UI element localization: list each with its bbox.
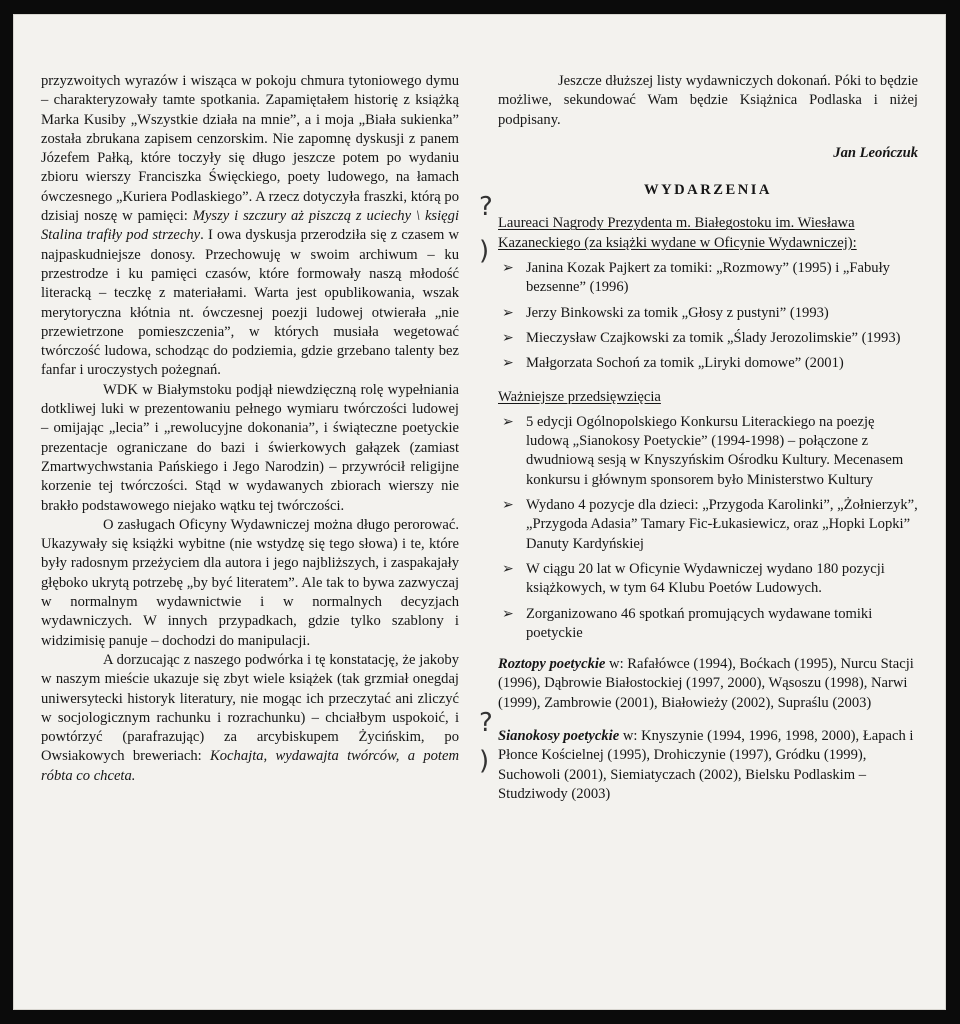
list-item: ➢ Mieczysław Czajkowski za tomik „Ślady Jerozolimskie” (1993) <box>498 329 918 348</box>
closing-paragraph: Jeszcze dłuższej listy wydawniczych dokonań. Póki to będzie możliwe, sekundować Wam będzie Książnica Podlaska i niżej podpisany. <box>498 73 918 128</box>
laureates-heading: Laureaci Nagrody Prezydenta m. Białegostoku im. Wiesława Kazaneckiego (za książki wydane w Oficynie Wydawniczej): <box>498 215 857 251</box>
arrow-bullet-icon: ➢ <box>502 330 514 346</box>
arrow-bullet-icon: ➢ <box>502 261 514 277</box>
list-item: ➢ W ciągu 20 lat w Oficynie Wydawniczej wydano 180 pozycji książkowych, w tym 64 Klubu Poetów Ludowych. <box>502 560 885 597</box>
quoted-fraszka: Myszy i szczury aż piszczą z uciechy \ księgi Stalina trafiły pod strzechy <box>41 208 459 244</box>
margin-mark-bottom-icon: ? <box>479 708 493 738</box>
laureates-list <box>498 259 918 373</box>
arrow-bullet-icon: ➢ <box>502 305 514 321</box>
roztopy-label: Roztopy poetyckie <box>498 656 606 673</box>
paragraph-3: O zasługach Oficyny Wydawniczej można długo perorować. Ukazywały się książki wybitne (nie wstydzę się tego słowa) i te, które były radosnym przeżyciem dla autora i jego najbliższych, i zaspakajały głęboko ukrytą potrzebę „by być literatem”. Ale tak to bywa zazwyczaj w normalnym wydawnictwie i w normalnych decyzjach wydawniczych. W innych przypadkach, gdzie tylko szablony i widzimisię panuje – dochodzi do manipulacji. <box>41 516 459 649</box>
sianokosy-paragraph: Sianokosy poetyckie w: Knyszynie (1994, 1996, 1998, 2000), Łapach i Płonce Kościelnej (1995), Drohiczynie (1997), Gródku (1999), Suchowoli (2001), Siemiatyczach (2002), Bielsku Podlaskim – Studziwody (2003) <box>498 728 914 802</box>
list-item: ➢ Jerzy Binkowski za tomik „Głosy z pustyni” (1993) <box>498 304 918 323</box>
arrow-bullet-icon: ➢ <box>502 606 514 622</box>
sianokosy-label: Sianokosy poetyckie <box>498 728 620 745</box>
document-page <box>13 14 946 1010</box>
list-item: ➢ Zorganizowano 46 spotkań promujących wydawane tomiki poetyckie <box>502 605 873 641</box>
arrow-bullet-icon: ➢ <box>502 498 514 514</box>
left-column <box>41 72 459 786</box>
right-column <box>498 72 918 804</box>
list-item: ➢ 5 edycji Ogólnopolskiego Konkursu Literackiego na poezję ludową „Sianokosy Poetyckie” (1994-1998) – połączone z dwudniową sesją w Knyszyńskim Ośrodku Kultury. Mecenasem konkursu i głównym sponsorem było Ministerstwo Kultury <box>502 413 904 488</box>
paragraph-4: A dorzucając z naszego podwórka i tę konstatację, że jakoby w naszym mieście ukazuje się zbyt wiele książek (tak grzmiał onegdaj uniwersytecki historyk literatury, nie mogąc ich przeczytać ani zliczyć w socjologicznym rachunku i rozrachunku) – chciałbym uspokoić, i powtórzyć (parafrazując) za arcybiskupem Życińskim, po Owsiakowych breweriach: Kochajta, wydawajta twórców, a potem róbta co chceta. <box>41 651 459 784</box>
list-item: ➢ Małgorzata Sochoń za tomik „Liryki domowe” (2001) <box>498 354 918 373</box>
roztopy-paragraph: Roztopy poetyckie w: Rafałówce (1994), Boćkach (1995), Nurcu Stacji (1996), Dąbrowie Białostockiej (1997, 2000), Wąsoszu (1998), Narwi (1999), Zambrowie (2001), Białowieży (2002), Supraślu (2003) <box>498 656 914 711</box>
margin-mark-top-icon: ? <box>479 192 493 222</box>
paragraph-2: WDK w Białymstoku podjął niewdzięczną rolę wypełniania dotkliwej luki w prezentowaniu pełnego wymiaru twórczości ludowej – omijając „lecia” i „rewolucyjne dokonania”, i świąteczne poetyckie prezentacje ograniczane do bazi i świerkowych gałązek (zamiast Zmartwychwstania Pańskiego i Jego Narodzin) – przywrócił religijne korzenie tej twórczości. Stąd w wydawanych zbiorach wierszy nie brakło podstawowego niejako wątku tej twórczości. <box>41 381 459 514</box>
section-title: WYDARZENIA <box>644 182 772 199</box>
ventures-list <box>498 413 918 643</box>
arrow-bullet-icon: ➢ <box>502 561 514 577</box>
margin-mark-top2-icon: ) <box>479 236 490 266</box>
closing-quote: Kochajta, wydawajta twórców, a potem róbta co chceta. <box>41 748 459 784</box>
list-item: ➢ Wydano 4 pozycje dla dzieci: „Przygoda Karolinki”, „Żołnierzyk”, „Przygoda Adasia” Tamary Fic-Łukasiewicz, oraz „Hopki Lopki” Danuty Kardyńskiej <box>502 497 918 552</box>
arrow-bullet-icon: ➢ <box>502 414 514 430</box>
margin-mark-bottom2-icon: ) <box>479 746 490 776</box>
paragraph-1: przyzwoitych wyrazów i wisząca w pokoju chmura tytoniowego dymu – charakteryzowały tamte spotkania. Zapamiętałem historię z książką Marka Kusiby „Wszystkie działa na mnie”, a i moja „Biała sukienka” została zbrukana zapisem cenzorskim. Nie zapomnę dyskusji z panem Józefem Pałką, które toczyły się długo jeszcze potem po wydaniu zbioru wierszy Franciszka Święckiego, poety ludowego, na łamach ówczesnego „Kuriera Podlaskiego”. A rzecz dotyczyła fraszki, którą po dzisiaj noszę w pamięci: Myszy i szczury aż piszczą z uciechy \ księgi Stalina trafiły pod strzechy. I owa dyskusja przerodziła się z czasem w najpaskudniejsze donosy. Przechowuję w swoim archiwum – ku przestrodze i ku pamięci czasów, które formowały naszą młodość literacką – teczkę z materiałami. Warta jest opublikowania, wszak merytoryczna kłótnia nt. ówczesnej poezji ludowej otwierała „nie przewietrzone pomieszczenia”, w których musiała wegetować twórczość ludowa, schodząc do podziemia, gdzie grzebano talenty bez fanfar i uroczystych pożegnań. <box>41 73 459 379</box>
ventures-heading: Ważniejsze przedsięwzięcia <box>498 388 661 405</box>
arrow-bullet-icon: ➢ <box>502 356 514 372</box>
author-signature: Jan Leończuk <box>833 144 918 161</box>
list-item: ➢ Janina Kozak Pajkert za tomiki: „Rozmowy” (1995) i „Fabuły bezsenne” (1996) <box>502 260 890 296</box>
